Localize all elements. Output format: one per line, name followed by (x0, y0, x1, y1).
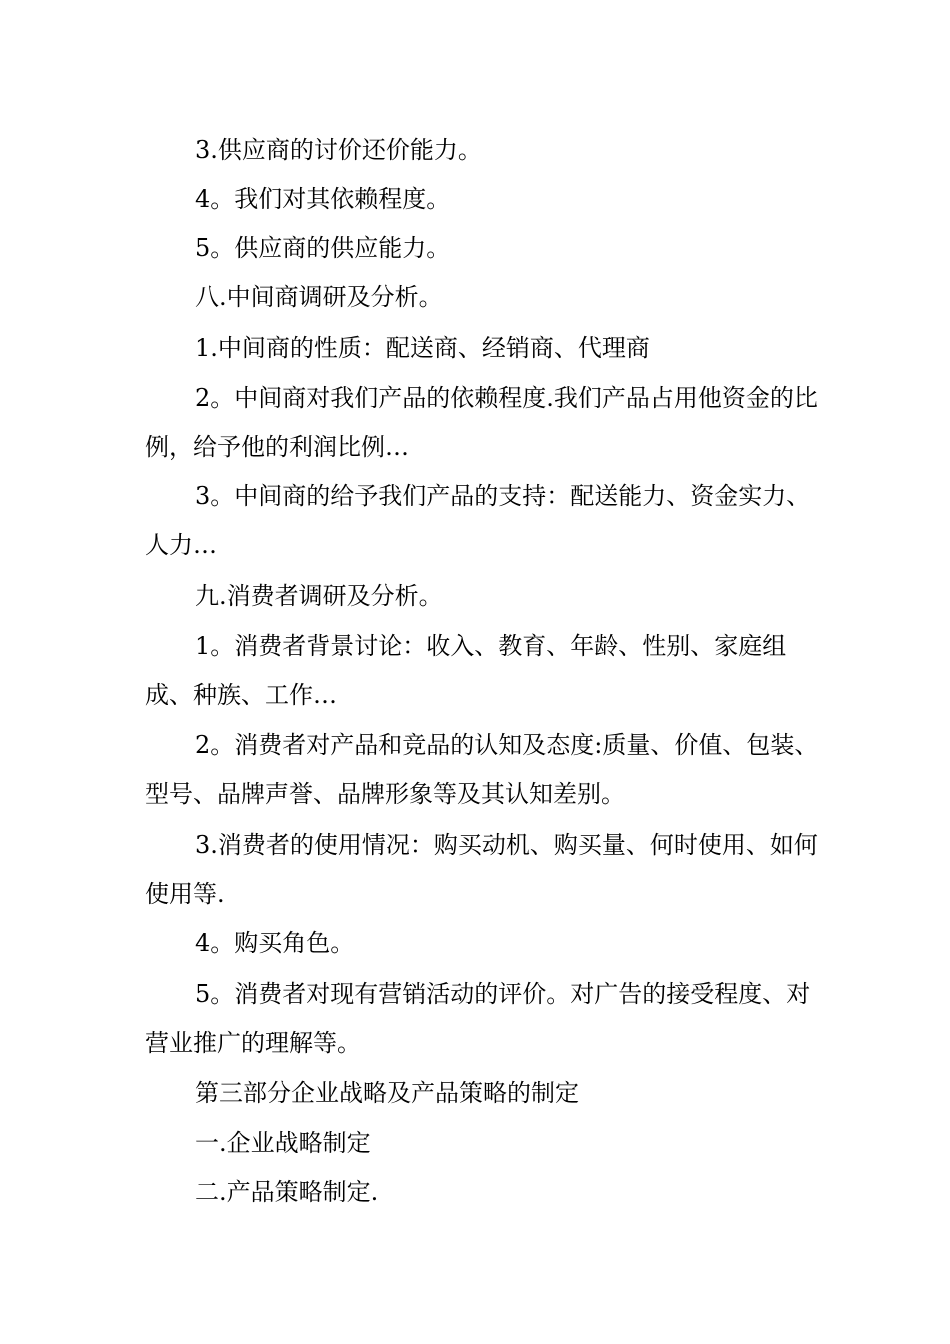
part-heading: 第三部分企业战略及产品策略的制定 (195, 1079, 579, 1107)
paragraph: 5。供应商的供应能力。 (195, 234, 451, 262)
paragraph: 2。消费者对产品和竞品的认知及态度:质量、价值、包装、型号、品牌声誉、品牌形象等及其认知差别。 (145, 731, 819, 808)
paragraph: 5。消费者对现有营销活动的评价。对广告的接受程度、对营业推广的理解等。 (145, 980, 811, 1057)
paragraph: 3。中间商的给予我们产品的支持：配送能力、资金实力、人力… (145, 482, 811, 559)
section-heading: 九.消费者调研及分析。 (195, 582, 443, 610)
section-heading: 二.产品策略制定. (195, 1178, 379, 1206)
paragraph: 4。我们对其依赖程度。 (195, 185, 451, 213)
paragraph: 2。中间商对我们产品的依赖程度.我们产品占用他资金的比例，给予他的利润比例… (145, 384, 818, 461)
paragraph: 3.供应商的讨价还价能力。 (195, 136, 482, 164)
paragraph: 3.消费者的使用情况：购买动机、购买量、何时使用、如何使用等. (145, 831, 818, 908)
paragraph: 1.中间商的性质：配送商、经销商、代理商 (195, 334, 650, 362)
section-heading: 八.中间商调研及分析。 (195, 283, 443, 311)
paragraph: 4。购买角色。 (195, 929, 355, 957)
paragraph: 1。消费者背景讨论：收入、教育、年龄、性别、家庭组成、种族、工作… (145, 632, 787, 709)
section-heading: 一.企业战略制定 (195, 1129, 371, 1157)
